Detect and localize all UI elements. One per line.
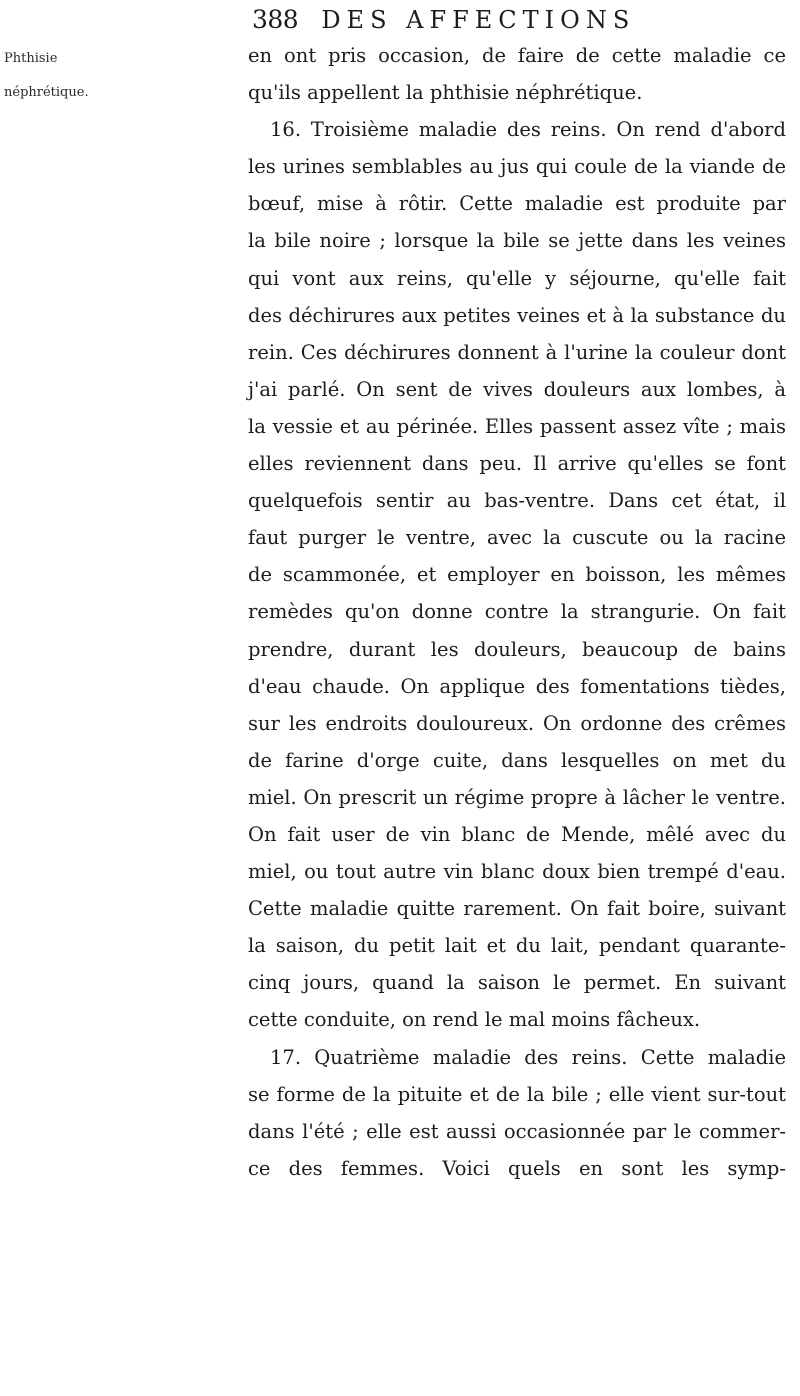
text-line: cette conduite, on rend le mal moins fâcheux. xyxy=(248,1008,701,1032)
text-line: d'eau chaude. On applique des fomentations tièdes, xyxy=(248,674,786,698)
margin-note-line: néphrétique. xyxy=(4,85,89,100)
text-line: des déchirures aux petites veines et à la substance du xyxy=(248,303,786,327)
page-number: 388 xyxy=(252,5,299,34)
text-line: j'ai parlé. On sent de vives douleurs aux lombes, à xyxy=(248,377,786,401)
text-line: faut purger le ventre, avec la cuscute ou la racine xyxy=(248,526,786,550)
text-line: remèdes qu'on donne contre la strangurie. On fait xyxy=(248,600,786,624)
text-line: la vessie et au périnée. Elles passent assez vîte ; mais xyxy=(248,414,786,438)
text-line: miel, ou tout autre vin blanc doux bien trempé d'eau. xyxy=(248,860,786,884)
text-line: sur les endroits douloureux. On ordonne des crêmes xyxy=(248,711,786,735)
text-line: dans l'été ; elle est aussi occasionnée par le commer- xyxy=(248,1119,786,1143)
text-line: rein. Ces déchirures donnent à l'urine la couleur dont xyxy=(248,340,786,364)
text-line: prendre, durant les douleurs, beaucoup de bains xyxy=(248,637,786,661)
running-title: DES AFFECTIONS xyxy=(321,6,636,34)
margin-note-line: Phthisie xyxy=(4,51,58,66)
text-line: 16. Troisième maladie des reins. On rend d'abord xyxy=(270,118,786,142)
text-line: qui vont aux reins, qu'elle y séjourne, qu'elle fait xyxy=(248,266,786,290)
text-line: se forme de la pituite et de la bile ; elle vient sur-tout xyxy=(248,1082,786,1106)
text-line: On fait user de vin blanc de Mende, mêlé avec du xyxy=(248,822,786,846)
text-line: Cette maladie quitte rarement. On fait boire, suivant xyxy=(248,897,786,921)
body-text xyxy=(248,37,786,1187)
text-line: qu'ils appellent la phthisie néphrétique. xyxy=(248,81,643,105)
text-line: la bile noire ; lorsque la bile se jette dans les veines xyxy=(248,229,786,253)
text-line: de scammonée, et employer en boisson, les mêmes xyxy=(248,563,786,587)
text-line: bœuf, mise à rôtir. Cette maladie est produite par xyxy=(248,192,786,216)
text-line: la saison, du petit lait et du lait, pendant quarante- xyxy=(248,934,786,958)
text-line: elles reviennent dans peu. Il arrive qu'elles se font xyxy=(248,452,786,476)
text-line: quelquefois sentir au bas-ventre. Dans cet état, il xyxy=(248,489,786,513)
running-head xyxy=(252,2,635,38)
margin-note xyxy=(4,42,89,110)
text-line: en ont pris occasion, de faire de cette maladie ce xyxy=(248,44,786,67)
text-line: miel. On prescrit un régime propre à lâcher le ventre. xyxy=(248,785,786,809)
text-line: 17. Quatrième maladie des reins. Cette maladie xyxy=(270,1045,786,1069)
text-line: les urines semblables au jus qui coule de la viande de xyxy=(248,155,786,179)
text-line: ce des femmes. Voici quels en sont les symp- xyxy=(248,1156,786,1180)
text-line: cinq jours, quand la saison le permet. En suivant xyxy=(248,971,786,995)
text-line: de farine d'orge cuite, dans lesquelles on met du xyxy=(248,748,786,772)
